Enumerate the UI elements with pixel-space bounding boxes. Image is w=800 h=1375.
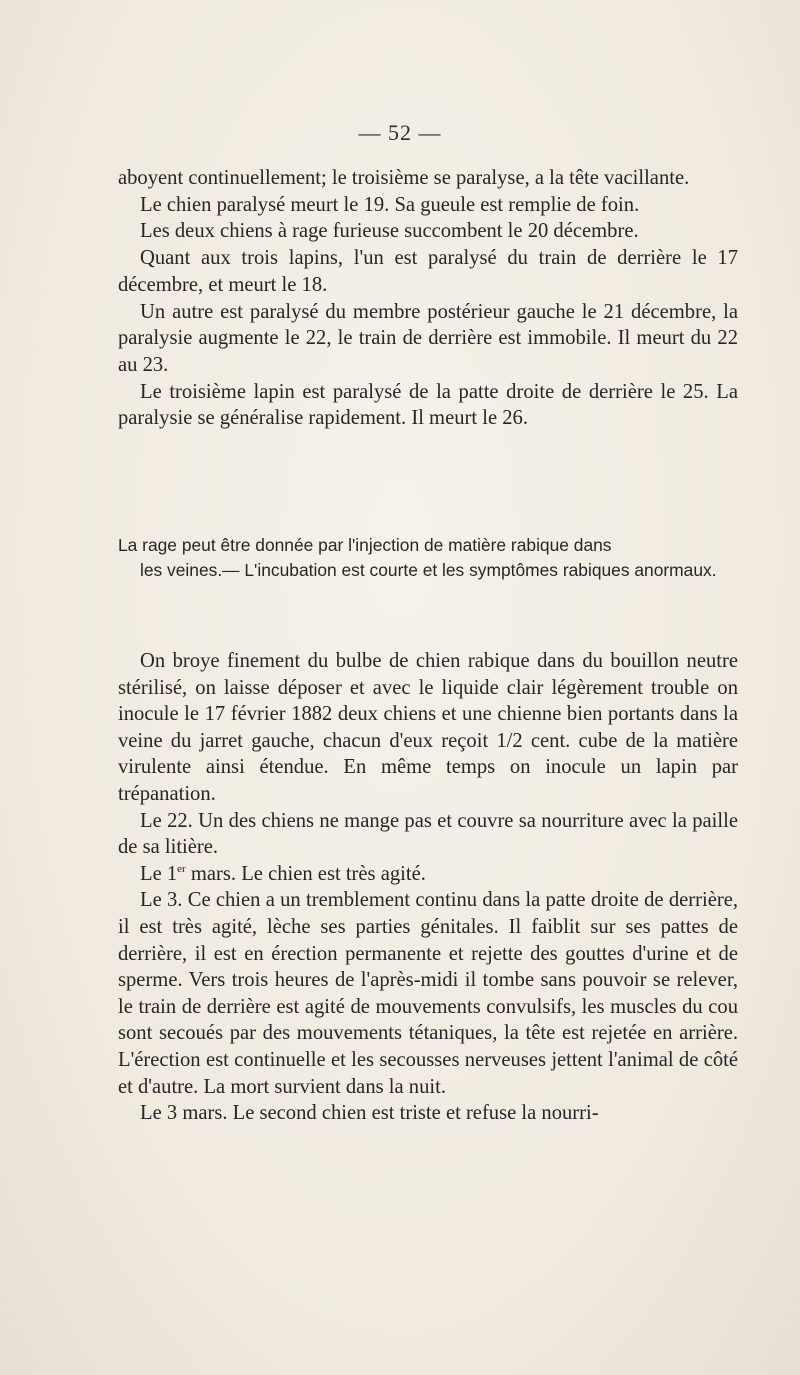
date-suffix: mars. Le chien est très agité. — [185, 862, 426, 885]
paragraph: Le troisième lapin est paralysé de la patte droite de derrière le 25. La paralysie se généralise rapidement. Il meurt le 26. — [118, 380, 738, 430]
paragraph: Le chien paralysé meurt le 19. Sa gueule est remplie de foin. — [140, 193, 640, 216]
paragraph — [118, 861, 738, 888]
paragraph: Quant aux trois lapins, l'un est paralysé du train de derrière le 17 décembre, et meurt le 18. — [118, 247, 738, 296]
body-section-top — [118, 165, 738, 432]
ordinal-superscript: er — [177, 862, 186, 875]
summary-line: La rage peut être donnée par l'injection de matière rabique dans — [118, 535, 612, 555]
paragraph: Le 3. Ce chien a un tremblement continu dans la patte droite de derrière, il est très agité, lèche ses parties génitales. Il faiblit sur ses pattes de derrière, il est en érection permanente et rejette des gouttes d'urine et de sperme. Vers trois heures de l'après-midi il tombe sans pouvoir se relever, le train de derrière est agité de mouvements convulsifs, les muscles du cou sont secoués par des mouvements tétaniques, la tête est rejetée en arrière. L'érection est continuelle et les secousses nerveuses jettent l'animal de côté et d'autre. La mort survient dans la nuit. — [118, 889, 738, 1098]
section-summary — [118, 533, 738, 583]
paragraph: Un autre est paralysé du membre postérieur gauche le 21 décembre, la paralysie augmente le 22, le train de derrière est immobile. Il meurt du 22 au 23. — [118, 300, 738, 376]
body-section-bottom — [118, 648, 738, 1127]
paragraph: On broye finement du bulbe de chien rabique dans du bouillon neutre stérilisé, on laisse déposer et avec le liquide clair légèrement trouble on inocule le 17 février 1882 deux chiens et une chienne bien portants dans la veine du jarret gauche, chacun d'eux reçoit 1/2 cent. cube de la matière virulente ainsi étendue. En même temps on inocule un lapin par trépanation. — [118, 650, 738, 805]
date-prefix: Le 1 — [140, 862, 178, 885]
summary-continuation: les veines.— L'incubation est courte et les symptômes rabiques anormaux. — [140, 560, 717, 580]
paragraph: Les deux chiens à rage furieuse succombent le 20 décembre. — [140, 220, 639, 243]
paragraph: Le 22. Un des chiens ne mange pas et couvre sa nourriture avec la paille de sa litière. — [118, 809, 738, 859]
paragraph: Le 3 mars. Le second chien est triste et refuse la nourri- — [140, 1102, 599, 1125]
paragraph: aboyent continuellement; le troisième se paralyse, a la tête vacillante. — [118, 167, 690, 189]
page-number: — 52 — — [358, 120, 442, 145]
